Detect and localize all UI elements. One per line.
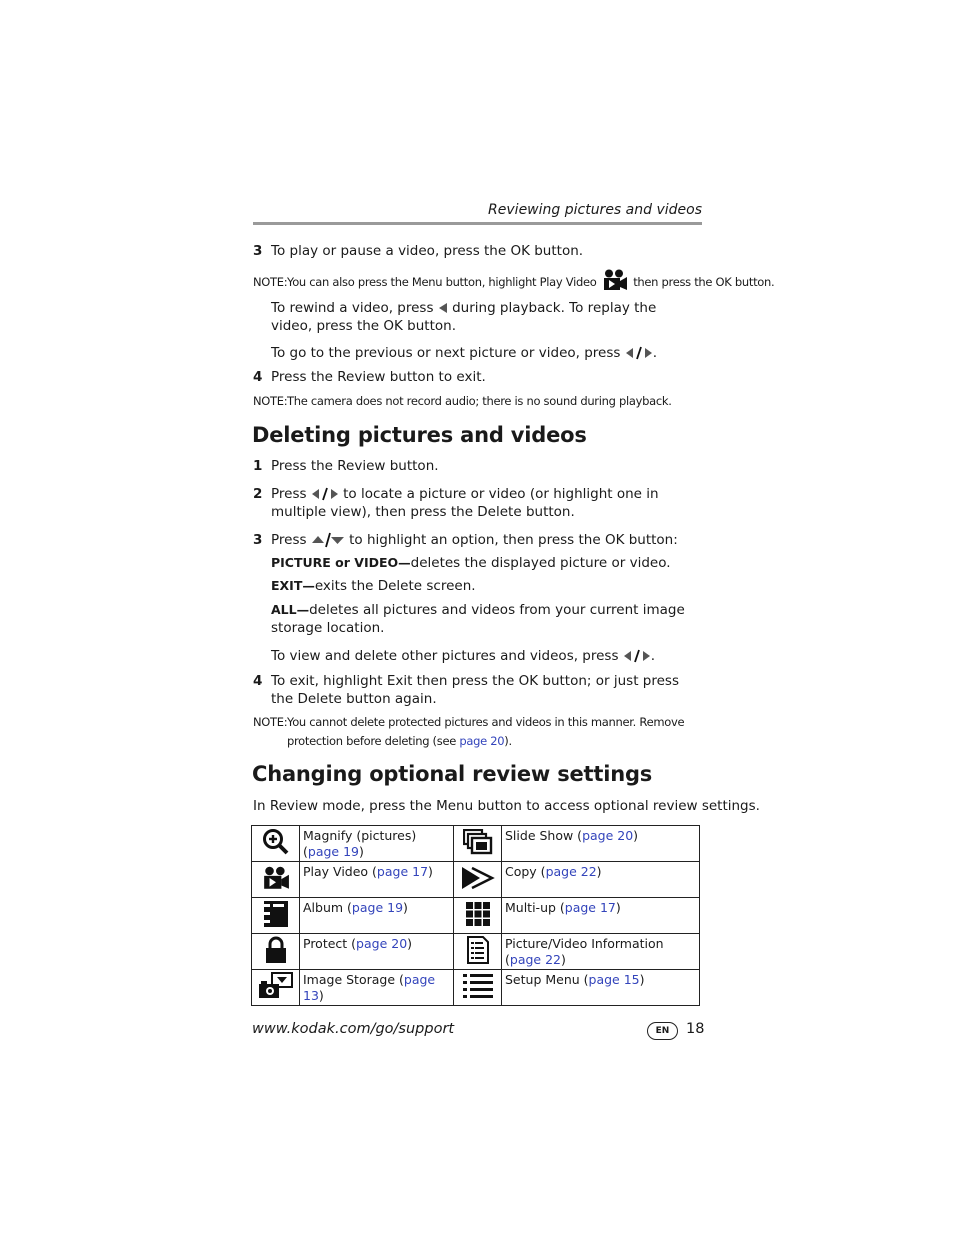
paren: )	[318, 988, 324, 1003]
icon-cell	[252, 898, 300, 934]
setting-label: Copy (	[505, 864, 546, 879]
option-picture-or-video	[271, 554, 671, 572]
setting-play-video	[300, 862, 454, 898]
page-link[interactable]: page 15	[588, 972, 640, 987]
note-label: NOTE:	[253, 275, 288, 289]
page-link[interactable]: page 19	[351, 900, 404, 915]
page-link[interactable]: page 22	[509, 952, 561, 967]
icon-cell	[252, 826, 300, 862]
view-text: To view and delete other pictures and videos, press	[271, 648, 619, 664]
info-icon	[466, 936, 490, 964]
lock-icon	[264, 936, 288, 964]
rewind-paragraph	[271, 299, 701, 335]
changing-intro: In Review mode, press the Menu button to access optional review settings.	[253, 798, 760, 814]
running-header: Reviewing pictures and videos	[488, 202, 702, 218]
note-text: The camera does not record audio; there is no sound during playback.	[287, 394, 672, 408]
setting-picture-video-information	[502, 934, 700, 970]
step-text: Press the Review button.	[271, 458, 439, 474]
table-row	[252, 898, 700, 934]
copy-icon	[460, 865, 496, 891]
icon-cell	[454, 934, 502, 970]
setting-label: Magnify (pictures) (	[303, 828, 417, 859]
setting-image-storage	[300, 970, 454, 1006]
note-text-end: ).	[504, 734, 512, 748]
table-row	[252, 934, 700, 970]
setting-slide-show	[502, 826, 700, 862]
left-arrow-icon	[438, 302, 448, 314]
step-text: Press the Review button to exit.	[271, 369, 486, 385]
header-divider	[253, 222, 702, 225]
step-text: Press	[271, 486, 307, 502]
magnify-icon	[262, 828, 290, 856]
page-link[interactable]: page 20	[459, 734, 505, 748]
paren: )	[403, 900, 408, 915]
left-right-arrow-icon	[625, 346, 653, 360]
slideshow-icon	[463, 829, 493, 855]
left-right-arrow-icon	[311, 487, 339, 501]
setting-label: Play Video (	[303, 864, 377, 879]
option-description: deletes all pictures and videos from your current image storage location.	[271, 602, 685, 636]
setup-menu-icon	[462, 972, 494, 1000]
paren: )	[407, 936, 413, 951]
setting-label: Picture/Video Information (	[505, 936, 664, 967]
step-number: 4	[253, 673, 263, 689]
page-link[interactable]: page 22	[545, 864, 597, 879]
page-link[interactable]: page 20	[582, 828, 634, 843]
step-number: 2	[253, 486, 263, 502]
step-text: To play or pause a video, press the OK button.	[271, 243, 584, 259]
setting-label: Album (	[303, 900, 352, 915]
rewind-text: To rewind a video, press	[271, 300, 434, 316]
option-exit	[271, 577, 476, 595]
page-link[interactable]: page 17	[564, 900, 616, 915]
section-heading-deleting: Deleting pictures and videos	[252, 423, 587, 447]
album-icon	[262, 900, 290, 928]
rewind-text-end: during playback. To replay the video, press the OK button.	[271, 300, 657, 334]
left-right-arrow-icon	[623, 649, 651, 663]
setting-album	[300, 898, 454, 934]
setting-copy	[502, 862, 700, 898]
setting-label: Protect (	[303, 936, 357, 951]
note-label: NOTE:	[253, 394, 288, 408]
paren: )	[359, 844, 364, 859]
page-link[interactable]: page 19	[307, 844, 359, 859]
table-row	[252, 826, 700, 862]
icon-cell	[454, 898, 502, 934]
page-link[interactable]: page 20	[356, 936, 408, 951]
paren: )	[561, 952, 566, 967]
up-down-arrow-icon	[311, 532, 345, 548]
footer-url[interactable]: www.kodak.com/go/support	[252, 1021, 455, 1037]
option-description: deletes the displayed picture or video.	[410, 555, 671, 571]
section-heading-changing: Changing optional review settings	[252, 762, 653, 786]
icon-cell	[252, 862, 300, 898]
note-text-end: then press the OK button.	[633, 275, 775, 289]
goto-text: To go to the previous or next picture or video, press	[271, 345, 621, 361]
setting-label: Setup Menu (	[505, 972, 589, 987]
note-text: You cannot delete protected pictures and videos in this manner. Remove protection before deleting (see	[287, 715, 685, 748]
option-term: ALL—	[271, 602, 310, 617]
option-all	[271, 601, 691, 637]
note-label: NOTE:	[253, 715, 288, 729]
view-delete-paragraph	[271, 647, 701, 665]
video-camera-icon	[602, 269, 628, 291]
option-description: exits the Delete screen.	[314, 578, 476, 594]
goto-period: .	[652, 345, 658, 361]
step-text-end: to locate a picture or video (or highlight one in multiple view), then press the Delete button.	[271, 486, 659, 520]
step-number: 3	[253, 243, 263, 259]
setting-setup-menu	[502, 970, 700, 1006]
multi-up-icon	[465, 901, 491, 927]
review-settings-table	[251, 825, 700, 1006]
icon-cell	[454, 826, 502, 862]
paren: )	[596, 864, 602, 879]
note-text: You can also press the Menu button, highlight Play Video	[287, 275, 597, 289]
paren: )	[633, 828, 639, 843]
step-text: To exit, highlight Exit then press the OK button; or just press the Delete button again.	[271, 673, 679, 707]
view-period: .	[650, 648, 656, 664]
page-link[interactable]: page 13	[303, 972, 436, 1003]
table-row	[252, 862, 700, 898]
setting-label: Image Storage (	[303, 972, 404, 987]
option-term: EXIT—	[271, 578, 315, 593]
language-badge: EN	[647, 1022, 678, 1040]
step-number: 1	[253, 458, 263, 474]
setting-magnify	[300, 826, 454, 862]
paren: )	[615, 900, 621, 915]
step-text: Press	[271, 532, 307, 548]
step-text-end: to highlight an option, then press the OK button:	[349, 532, 678, 548]
video-camera-icon	[262, 865, 290, 891]
icon-cell	[454, 970, 502, 1006]
setting-multi-up	[502, 898, 700, 934]
goto-paragraph	[271, 344, 701, 362]
paren: )	[428, 864, 433, 879]
page-link[interactable]: page 17	[376, 864, 429, 879]
table-row	[252, 970, 700, 1006]
icon-cell	[454, 862, 502, 898]
paren: )	[639, 972, 645, 987]
setting-label: Slide Show (	[505, 828, 583, 843]
step-number: 3	[253, 532, 263, 548]
page-number: 18	[686, 1021, 705, 1037]
step-number: 4	[253, 369, 263, 385]
setting-protect	[300, 934, 454, 970]
setting-label: Multi-up (	[505, 900, 565, 915]
image-storage-icon	[258, 972, 294, 1000]
icon-cell	[252, 934, 300, 970]
icon-cell	[252, 970, 300, 1006]
option-term: PICTURE or VIDEO—	[271, 555, 411, 570]
